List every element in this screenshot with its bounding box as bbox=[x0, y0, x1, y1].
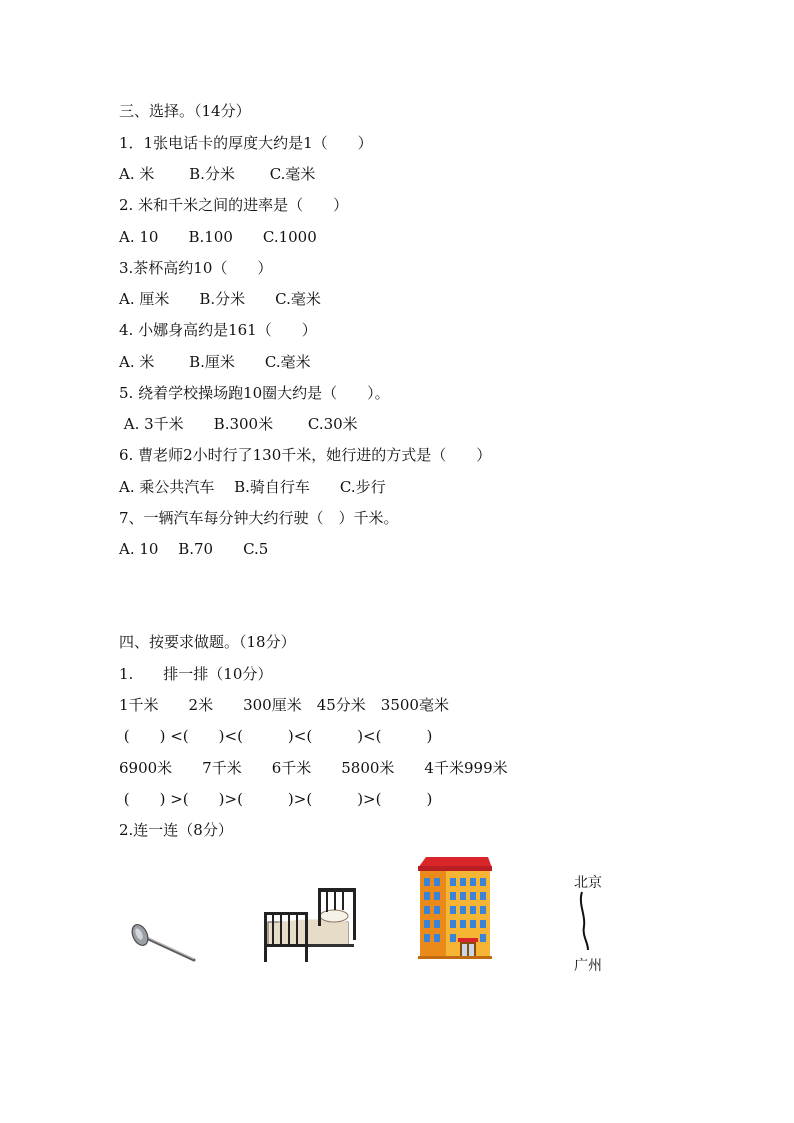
city-label-beijing: 北京 bbox=[574, 875, 602, 891]
bed-icon bbox=[262, 886, 360, 964]
nail-icon bbox=[128, 920, 200, 965]
section4-title: 四、按要求做题。（18分） bbox=[119, 633, 296, 651]
options-2: A. 10 B.100 C.1000 bbox=[119, 228, 317, 246]
descending-items: 6900米 7千米 6千米 5800米 4千米999米 bbox=[119, 759, 508, 777]
options-1: A. 米 B.分米 C.毫米 bbox=[119, 165, 316, 183]
question-2: 2. 米和千米之间的进率是（ ） bbox=[119, 196, 349, 214]
question-6: 6. 曹老师2小时行了130千米，她行进的方式是（ ） bbox=[119, 446, 492, 464]
options-6: A. 乘公共汽车 B.骑自行车 C.步行 bbox=[119, 478, 386, 496]
city-label-guangzhou: 广州 bbox=[574, 958, 602, 974]
question-3: 3.茶杯高约10（ ） bbox=[119, 259, 273, 277]
task-2-heading: 2.连一连（8分） bbox=[119, 821, 233, 839]
route-line-icon bbox=[576, 890, 596, 952]
task-1-heading: 1. 排一排（10分） bbox=[119, 665, 273, 683]
question-4: 4. 小娜身高约是161（ ） bbox=[119, 321, 317, 339]
ascending-blanks: ( ) <( )<( )<( )<( ) bbox=[119, 727, 433, 745]
building-icon bbox=[416, 854, 494, 960]
options-5: A. 3千米 B.300米 C.30米 bbox=[119, 415, 358, 433]
descending-blanks: ( ) >( )>( )>( )>( ) bbox=[119, 790, 433, 808]
ascending-items: 1千米 2米 300厘米 45分米 3500毫米 bbox=[119, 696, 449, 714]
question-7: 7、一辆汽车每分钟大约行驶（ ）千米。 bbox=[119, 509, 399, 527]
options-4: A. 米 B.厘米 C.毫米 bbox=[119, 353, 311, 371]
section3-title: 三、选择。（14分） bbox=[119, 102, 251, 120]
question-5: 5. 绕着学校操场跑10圈大约是（ ）。 bbox=[119, 384, 390, 402]
options-3: A. 厘米 B.分米 C.毫米 bbox=[119, 290, 321, 308]
question-1: 1．1张电话卡的厚度大约是1（ ） bbox=[119, 134, 373, 152]
options-7: A. 10 B.70 C.5 bbox=[119, 540, 269, 558]
